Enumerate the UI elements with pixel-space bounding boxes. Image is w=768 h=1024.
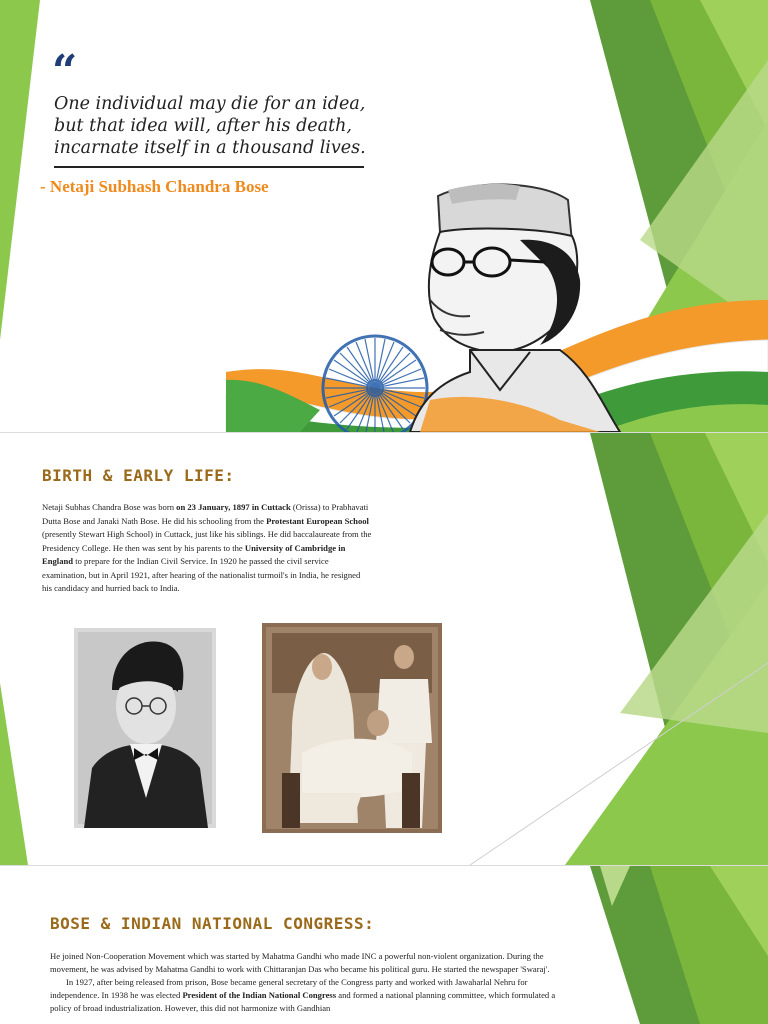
- quote-line-2: but that idea will, after his death,: [54, 116, 352, 136]
- bold-text: on 23 January, 1897 in Cuttack: [176, 502, 291, 512]
- quote-author: - Netaji Subhash Chandra Bose: [40, 177, 269, 196]
- quote-line-1: One individual may die for an idea,: [54, 94, 366, 114]
- slide-bose-inc: [0, 866, 768, 1024]
- section-body: [50, 950, 570, 1015]
- text-run: to prepare for the Indian Civil Service. In 1920 he passed the civil service examination, but in April 1921, after hearing of the nationalist turmoil's in India, he resigned his candidacy and hurried back to India.: [42, 556, 361, 593]
- quote-underline: [54, 166, 364, 168]
- section-body: [42, 501, 372, 596]
- young-bose-photo: [74, 628, 216, 828]
- bold-text: University of Cambridge in England: [42, 542, 346, 566]
- text-run: (Orissa) to Prabhavati Dutta Bose and Janaki Nath Bose. He did his schooling from the: [42, 502, 369, 526]
- text-run: (presently Stewart High School) in Cuttack, just like his siblings. He did baccalaureate from the Presidency College. He then was sent by his parents to the: [42, 529, 372, 553]
- text-run: He joined Non-Cooperation Movement which was started by Mahatma Gandhi who made INC a powerful non-violent organization. During the movement, he was advised by Mahatma Gandhi to work with Chittaranjan Das who became his political guru. He started the newspaper 'Swaraj'.: [50, 951, 550, 974]
- slide-birth-early-life: [0, 433, 768, 865]
- section-heading: BOSE & INDIAN NATIONAL CONGRESS:: [50, 914, 375, 933]
- paragraph-1: [50, 950, 570, 976]
- bold-text: President of the Indian National Congress: [182, 990, 337, 1000]
- text-run: In 1927, after being released from prison, Bose became general secretary of the Congress party and worked with Jawaharlal Nehru for independence. In 1938 he was elected: [50, 977, 528, 1000]
- family-group-photo: [262, 623, 442, 833]
- paragraph-2: [50, 976, 570, 1015]
- quote-text: [54, 93, 384, 159]
- section-heading: BIRTH & EARLY LIFE:: [42, 466, 235, 485]
- slide-quote: [0, 0, 768, 432]
- netaji-portrait-illustration: [0, 0, 768, 432]
- quote-line-3: incarnate itself in a thousand lives.: [54, 138, 366, 158]
- text-run: Netaji Subhas Chandra Bose was born: [42, 502, 177, 512]
- bold-text: Protestant European School: [266, 515, 369, 526]
- quote-mark-icon: “: [52, 46, 78, 97]
- text-run: and formed a national planning committee, which formulated a policy of broad industrialization. However, this did not harmonize with Gandhian: [50, 990, 556, 1013]
